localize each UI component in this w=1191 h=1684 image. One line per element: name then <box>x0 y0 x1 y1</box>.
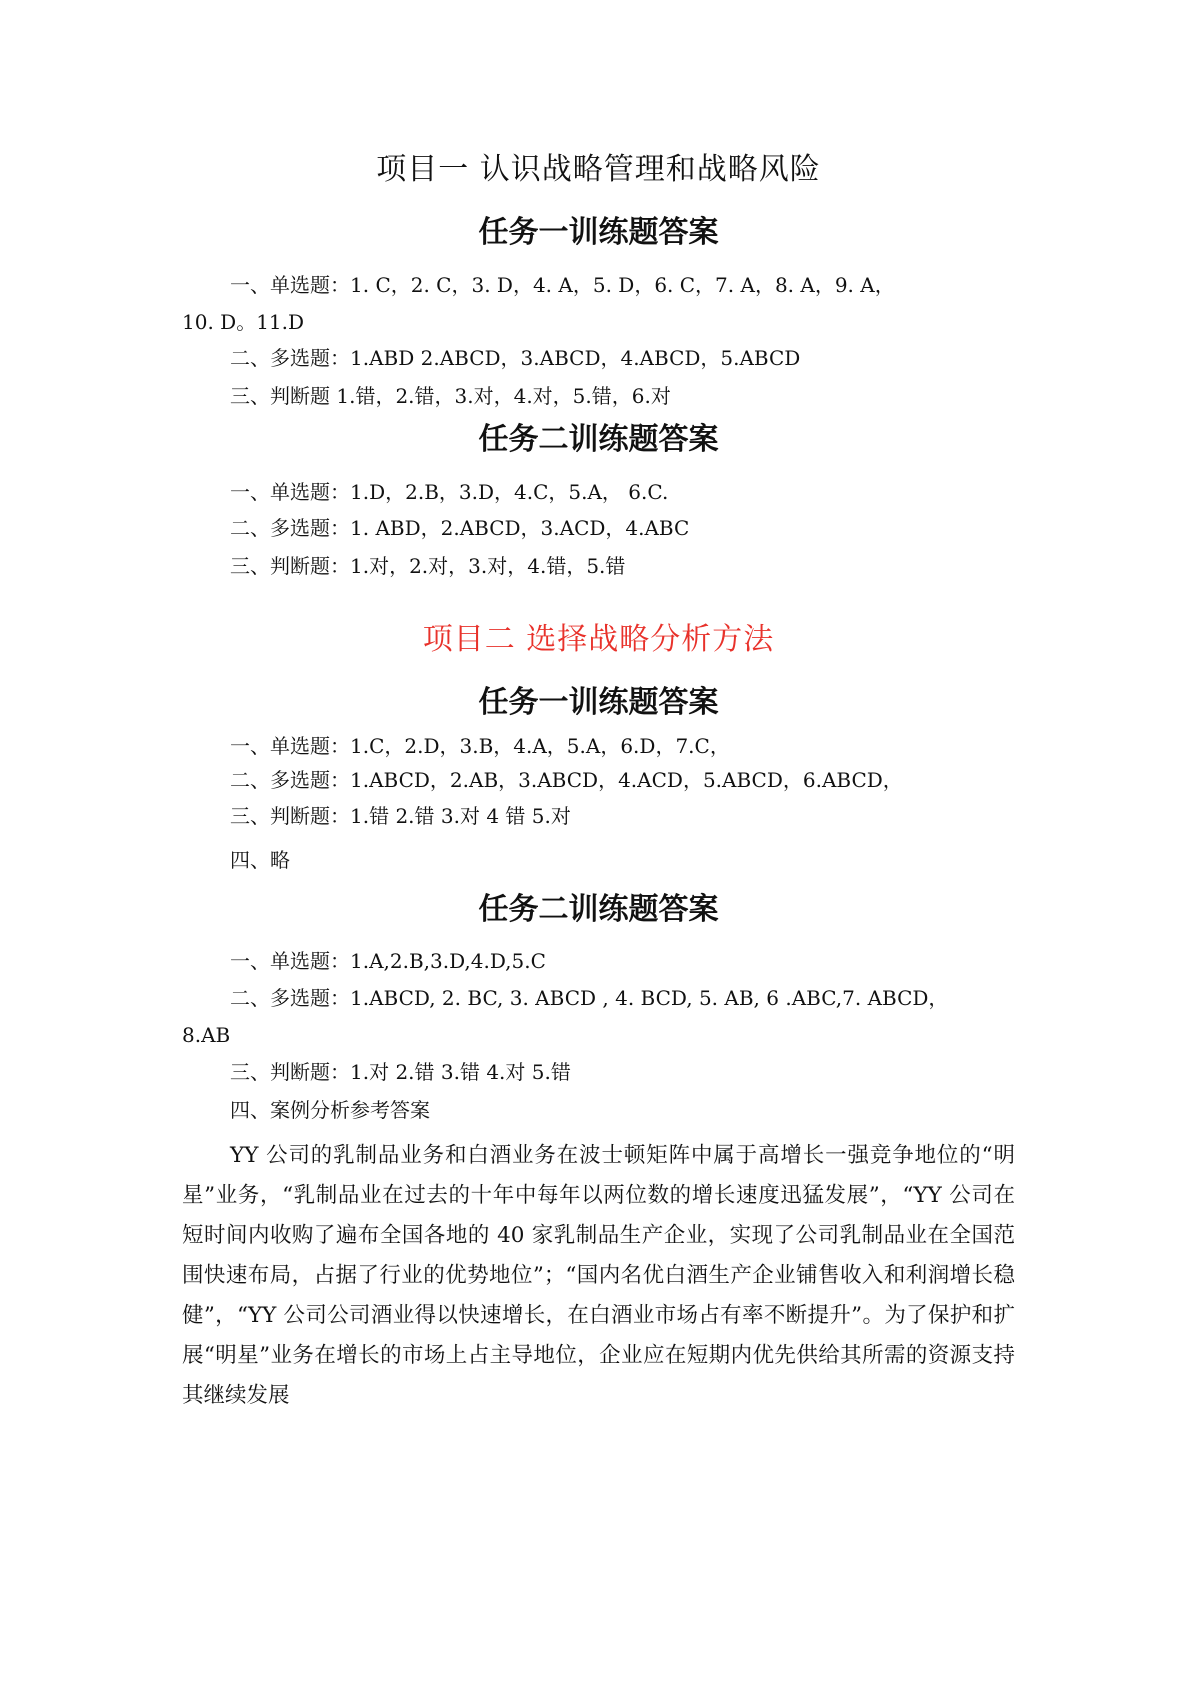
project2-task1-true-false: 三、判断题：1.错 2.错 3.对 4 错 5.对 <box>230 804 571 828</box>
project2-task2-multi-choice: 二、多选题：1.ABCD, 2. BC, 3. ABCD , 4. BCD, 5. AB, 6 .ABC,7. ABCD， <box>230 986 949 1010</box>
project1-task2-title: 任务二训练题答案 <box>478 422 719 457</box>
project2-task1-multi-choice: 二、多选题：1.ABCD，2.AB，3.ABCD，4.ACD，5.ABCD，6.ABCD， <box>230 768 903 792</box>
case-analysis-paragraph: YY 公司的乳制品业务和白酒业务在波士顿矩阵中属于高增长一强竞争地位的“明 星”业务，“乳制品业在过去的十年中每年以两位数的增长速度迅猛发展”，“YY 公司在 短时间内收购了遍布全国各地的 40 家乳制品生产企业，实现了公司乳制品业在全国范围快速布局，占据了行业的优势地位”；“国内名优白酒生产企业铺售收入和利润增长稳健”，“YY 公司公司酒业得以快速增长，在白酒业市场占有率不断提升”。为了保护和扩展“明星”业务在增长的市场上占主导地位，企业应在短期内优先供给其所需的资源支持其继续发展 <box>182 1143 1015 1408</box>
project2-task1-section-four: 四、略 <box>230 848 290 872</box>
project1-task1-single-choice-cont: 10. D。11.D <box>182 310 305 334</box>
project2-task2-multi-choice-cont: 8.AB <box>182 1023 231 1047</box>
project1-task2-single-choice: 一、单选题：1.D，2.B，3.D，4.C，5.A， 6.C. <box>230 480 669 504</box>
project2-task1-single-choice: 一、单选题：1.C，2.D，3.B，4.A，5.A，6.D，7.C， <box>230 734 730 758</box>
project2-task2-section-four: 四、案例分析参考答案 <box>230 1098 430 1122</box>
project2-task1-title: 任务一训练题答案 <box>478 685 719 720</box>
project2-task2-single-choice: 一、单选题：1.A,2.B,3.D,4.D,5.C <box>230 949 546 973</box>
project2-task2-title: 任务二训练题答案 <box>478 892 719 927</box>
project1-task2-true-false: 三、判断题：1.对，2.对，3.对，4.错，5.错 <box>230 554 626 578</box>
project1-task1-title: 任务一训练题答案 <box>478 215 719 250</box>
project2-task2-true-false: 三、判断题：1.对 2.错 3.错 4.对 5.错 <box>230 1060 571 1084</box>
project1-task2-multi-choice: 二、多选题：1. ABD，2.ABCD，3.ACD，4.ABC <box>230 516 690 540</box>
project1-task1-single-choice: 一、单选题：1. C，2. C，3. D，4. A，5. D，6. C，7. A，8. A，9. A， <box>230 273 895 297</box>
project1-title: 项目一 认识战略管理和战略风险 <box>376 152 821 187</box>
project2-title: 项目二 选择战略分析方法 <box>422 622 775 657</box>
project1-task1-true-false: 三、判断题 1.错，2.错，3.对，4.对，5.错，6.对 <box>230 384 671 408</box>
project1-task1-multi-choice: 二、多选题：1.ABD 2.ABCD，3.ABCD，4.ABCD，5.ABCD <box>230 346 801 370</box>
